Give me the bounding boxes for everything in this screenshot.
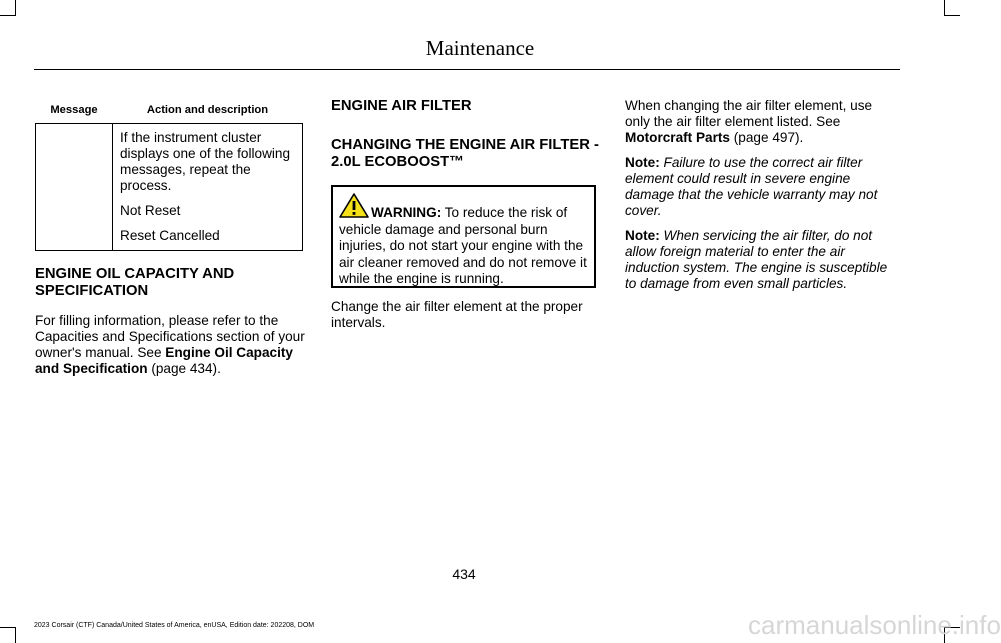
air-filter-section	[331, 98, 599, 171]
note-1	[625, 155, 897, 219]
note-2-text: When servicing the air filter, do not allow foreign material to enter the air induction system. The engine is susceptible to damage from even small particles.	[625, 228, 888, 291]
note-1-text: Failure to use the correct air filter element could result in severe engine damage that the vehicle warranty may not cover.	[625, 155, 878, 218]
edition-footer: 2023 Corsair (CTF) Canada/United States of America, enUSA, Edition date: 202208, DOM	[34, 622, 315, 629]
note-1-label: Note:	[625, 155, 660, 170]
filter-element-text: When changing the air filter element, use only the air filter element listed. See	[625, 98, 873, 129]
table-header-message: Message	[36, 96, 113, 124]
page-number: 434	[452, 566, 476, 582]
air-filter-subheading: CHANGING THE ENGINE AIR FILTER - 2.0L ECOBOOST™	[331, 137, 599, 170]
oil-body	[35, 313, 307, 377]
warning-label: WARNING:	[371, 205, 442, 220]
oil-capacity-link[interactable]: Engine Oil Capacity and Specification	[35, 345, 293, 376]
crop-mark-tl-v	[15, 0, 16, 16]
crop-mark-bl-v	[15, 627, 16, 643]
motorcraft-page-ref: (page 497).	[730, 130, 804, 145]
note-2-label: Note:	[625, 228, 660, 243]
action-line: Not Reset	[120, 203, 181, 218]
air-filter-body	[331, 299, 599, 331]
action-line: If the instrument cluster displays one of the following messages, repeat the process.	[120, 130, 291, 193]
crop-mark-tr-v	[944, 0, 945, 16]
crop-mark-bl-h	[0, 627, 16, 628]
warning-text	[339, 205, 595, 288]
oil-section	[35, 266, 307, 377]
header-rule	[34, 69, 900, 70]
oil-body-text: For filling information, please refer to the Capacities and Specifications section of your owner's manual. See	[35, 313, 305, 360]
table-cell-message	[36, 124, 113, 251]
oil-page-ref: (page 434).	[147, 361, 221, 376]
crop-mark-tr-h	[944, 15, 960, 16]
table-cell-action	[113, 124, 303, 251]
filter-element-paragraph	[625, 98, 897, 146]
table-header-action: Action and description	[113, 96, 303, 124]
left-column	[35, 96, 305, 251]
watermark: carmanualsonline.info	[748, 610, 1001, 640]
page-title: Maintenance	[425, 36, 535, 60]
action-line: Reset Cancelled	[120, 228, 220, 243]
oil-heading: ENGINE OIL CAPACITY AND SPECIFICATION	[35, 266, 235, 299]
note-2	[625, 228, 897, 292]
air-filter-body-text: Change the air filter element at the proper intervals.	[331, 299, 583, 330]
warning-body: To reduce the risk of vehicle damage and personal burn injuries, do not start your engine with the air cleaner removed and do not remove it while the engine is running.	[339, 205, 587, 286]
table-row	[36, 124, 303, 251]
air-filter-heading: ENGINE AIR FILTER	[331, 98, 472, 114]
warning-box	[331, 185, 596, 288]
crop-mark-tl-h	[0, 15, 16, 16]
motorcraft-parts-link[interactable]: Motorcraft Parts	[625, 130, 730, 145]
message-table	[35, 96, 303, 251]
right-column	[625, 98, 897, 292]
